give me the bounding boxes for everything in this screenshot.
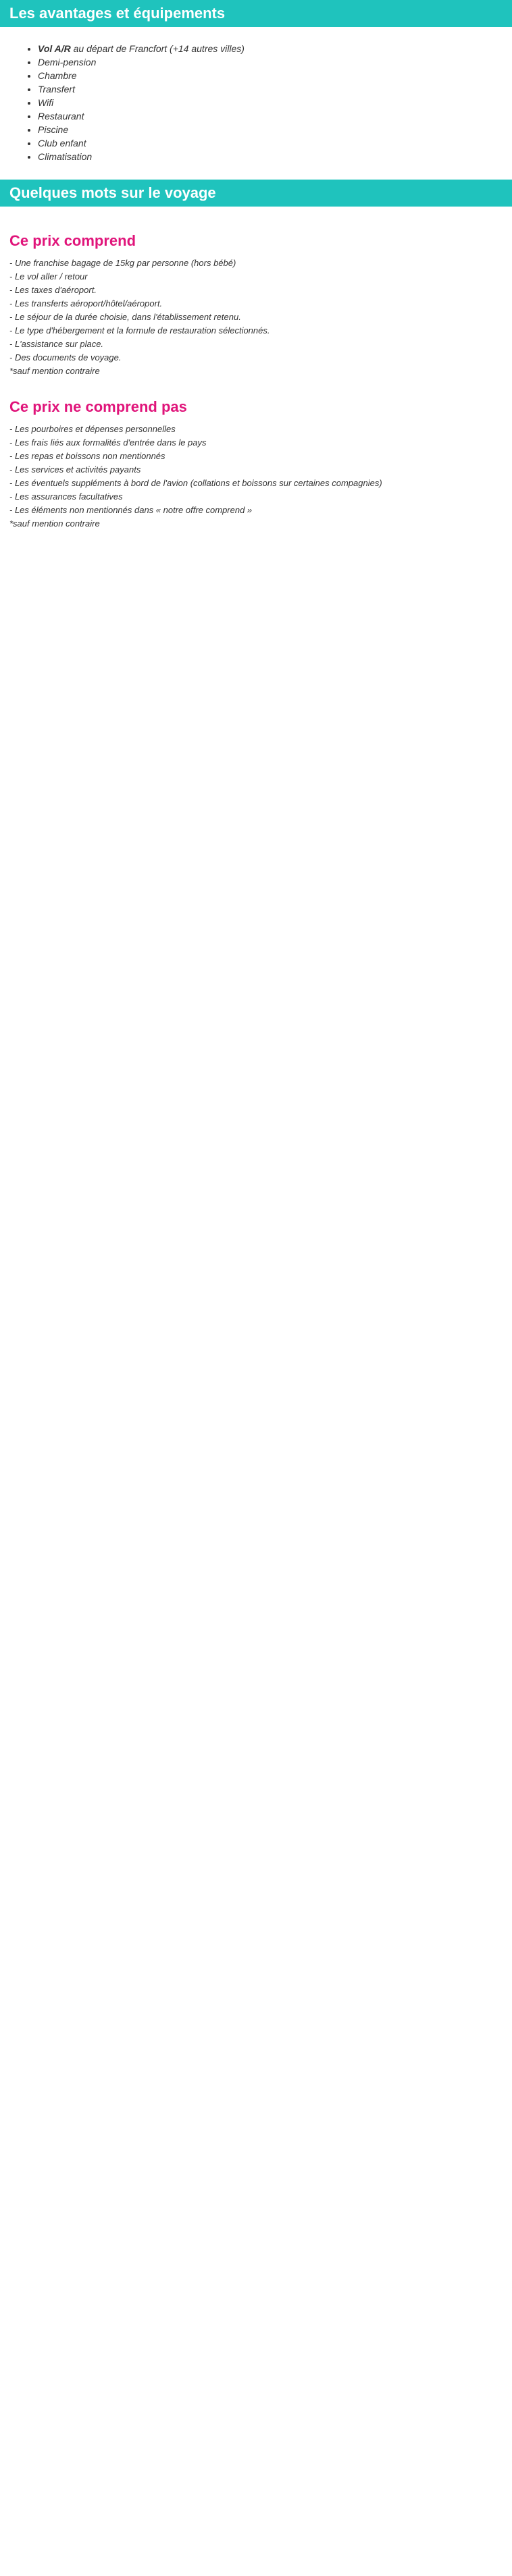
price-excludes-line: - Les repas et boissons non mentionnés (9, 451, 165, 461)
advantage-item: • Restaurant (38, 109, 503, 123)
price-excludes-list (9, 423, 503, 531)
advantages-list (38, 42, 503, 163)
price-includes-line: - Le séjour de la durée choisie, dans l'établissement retenu. (9, 312, 241, 322)
price-includes-line: - Les taxes d'aéroport. (9, 285, 97, 295)
price-includes-line: - Le vol aller / retour (9, 271, 88, 281)
price-includes-list (9, 257, 503, 378)
advantage-item: • Transfert (38, 82, 503, 96)
price-excludes-heading: Ce prix ne comprend pas (9, 398, 187, 415)
price-excludes-line: - Les services et activités payants (9, 464, 141, 475)
voyage-section (0, 207, 512, 537)
price-includes-note: *sauf mention contraire (9, 366, 100, 376)
advantage-item: • Climatisation (38, 150, 503, 163)
price-excludes-line: - Les éléments non mentionnés dans « notre offre comprend » (9, 505, 253, 515)
voyage-title-bar: Quelques mots sur le voyage (0, 180, 512, 207)
price-includes-line: - Une franchise bagage de 15kg par personne (hors bébé) (9, 258, 236, 268)
advantages-section (0, 27, 512, 180)
advantages-title-bar: Les avantages et équipements (0, 0, 512, 27)
advantage-item: • Chambre (38, 69, 503, 82)
advantage-item: • Club enfant (38, 136, 503, 150)
advantage-item: • Piscine (38, 123, 503, 136)
price-excludes-line: - Les assurances facultatives (9, 491, 123, 502)
price-includes-line: - Des documents de voyage. (9, 352, 122, 363)
price-excludes-line: - Les pourboires et dépenses personnelles (9, 424, 176, 434)
price-excludes-note: *sauf mention contraire (9, 518, 100, 529)
price-excludes-line: - Les frais liés aux formalités d'entrée dans le pays (9, 437, 207, 448)
advantage-item: • Wifi (38, 96, 503, 109)
advantage-item: • Demi-pension (38, 55, 503, 69)
price-excludes-line: - Les éventuels suppléments à bord de l'avion (collations et boissons sur certaines compagnies) (9, 478, 382, 488)
advantage-item: • Vol A/R au départ de Francfort (+14 autres villes) (38, 42, 503, 55)
price-includes-line: - Le type d'hébergement et la formule de restauration sélectionnés. (9, 325, 270, 336)
price-includes-line: - L'assistance sur place. (9, 339, 104, 349)
price-includes-heading: Ce prix comprend (9, 232, 136, 249)
price-includes-line: - Les transferts aéroport/hôtel/aéroport. (9, 298, 163, 308)
